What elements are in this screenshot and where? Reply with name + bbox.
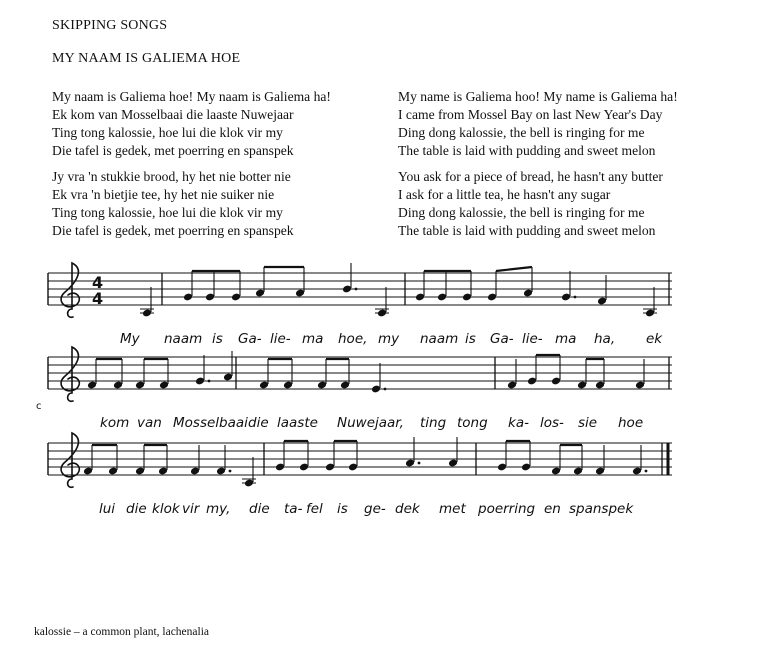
afrikaans-line: Ting tong kalossie, hoe lui die klok vir my: [52, 125, 283, 140]
score-lyric-syllable: Nuwejaar,: [337, 415, 404, 431]
score-lyric-syllable: met: [439, 501, 466, 517]
score-lyric-syllable: is: [212, 331, 223, 347]
score-lyric-syllable: ha,: [594, 331, 616, 347]
english-line: The table is laid with pudding and sweet melon: [398, 223, 656, 238]
note-dot: [645, 470, 648, 473]
note-dot: [384, 388, 387, 391]
english-line: Ding dong kalossie, the bell is ringing for me: [398, 205, 645, 220]
afrikaans-line: Ting tong kalossie, hoe lui die klok vir my: [52, 205, 283, 220]
score-lyric-syllable: Ga-: [238, 331, 262, 347]
score-lyric-syllable: ek: [646, 331, 663, 347]
score-lyric-syllable: ting: [420, 415, 447, 431]
score-lyric-syllable: Ga-: [490, 331, 514, 347]
afrikaans-line: Die tafel is gedek, met poerring en spanspek: [52, 143, 294, 158]
english-line: I ask for a little tea, he hasn't any sugar: [398, 187, 611, 202]
note-dot: [208, 380, 211, 383]
score-lyric-syllable: my: [378, 331, 400, 347]
line-margin-letter: c: [36, 401, 42, 412]
score-lyric-syllable: van: [137, 415, 162, 431]
score-lyric-syllable: ta-: [284, 501, 303, 517]
english-line: Ding dong kalossie, the bell is ringing for me: [398, 125, 645, 140]
score-lyric-syllable: ge-: [364, 501, 386, 517]
score-lyric-syllable: klok: [152, 501, 180, 517]
score-lyric-syllable: sie: [578, 415, 598, 431]
score-lyric-syllable: my,: [206, 501, 231, 517]
song-title: MY NAAM IS GALIEMA HOE: [52, 51, 241, 66]
score-lyric-syllable: ka-: [508, 415, 529, 431]
score-lyric-syllable: lie-: [270, 331, 291, 347]
score-lyric-syllable: poerring: [478, 501, 536, 517]
afrikaans-line: Die tafel is gedek, met poerring en spanspek: [52, 223, 294, 238]
score-lyric-syllable: is: [337, 501, 348, 517]
score-lyric-syllable: Mosselbaai: [173, 415, 248, 431]
footnote: kalossie – a common plant, lachenalia: [34, 626, 209, 638]
score-lyric-syllable: tong: [457, 415, 488, 431]
score-lyric-syllable: en: [544, 501, 561, 517]
note-dot: [229, 470, 232, 473]
note-beam: [496, 267, 532, 271]
score-lyric-syllable: hoe,: [338, 331, 368, 347]
english-line: I came from Mossel Bay on last New Year's Day: [398, 107, 663, 122]
score-lyric-syllable: dek: [395, 501, 420, 517]
score-lyric-syllable: los-: [540, 415, 564, 431]
afrikaans-line: Ek vra 'n bietjie tee, hy het nie suiker nie: [52, 187, 275, 202]
score-lyric-syllable: lui: [99, 501, 116, 517]
score-lyric-syllable: vir: [182, 501, 200, 517]
note-dot: [418, 462, 421, 465]
score-lyric-syllable: spanspek: [569, 501, 634, 517]
score-lyric-syllable: is: [465, 331, 476, 347]
afrikaans-line: Jy vra 'n stukkie brood, hy het nie botter nie: [52, 169, 291, 184]
score-lyric-syllable: die: [249, 501, 270, 517]
note-dot: [574, 296, 577, 299]
time-signature-bottom: 4: [92, 289, 104, 308]
english-line: My name is Galiema hoo! My name is Galiema ha!: [398, 89, 678, 104]
score-lyric-syllable: naam: [420, 331, 459, 347]
section-title: SKIPPING SONGS: [52, 18, 168, 33]
score-lyric-syllable: die: [248, 415, 269, 431]
english-line: The table is laid with pudding and sweet melon: [398, 143, 656, 158]
score-lyric-syllable: hoe: [618, 415, 644, 431]
treble-clef-icon: [61, 263, 79, 317]
score-lyric-syllable: kom: [100, 415, 130, 431]
afrikaans-line: My naam is Galiema hoe! My naam is Galiema ha!: [52, 89, 331, 104]
afrikaans-line: Ek kom van Mosselbaai die laaste Nuwejaar: [52, 107, 294, 122]
score-lyric-syllable: die: [126, 501, 147, 517]
note-dot: [355, 288, 358, 291]
time-signature-top: 4: [92, 273, 104, 292]
english-line: You ask for a piece of bread, he hasn't any butter: [398, 169, 663, 184]
score-lyric-syllable: My: [120, 331, 140, 347]
score-lyric-syllable: naam: [164, 331, 203, 347]
treble-clef-icon: [61, 433, 79, 487]
score-lyric-syllable: fel: [306, 501, 323, 517]
score-lyric-syllable: laaste: [277, 415, 318, 431]
treble-clef-icon: [61, 347, 79, 401]
score-lyric-syllable: ma: [555, 331, 577, 347]
score-lyric-syllable: ma: [302, 331, 324, 347]
score-lyric-syllable: lie-: [522, 331, 543, 347]
